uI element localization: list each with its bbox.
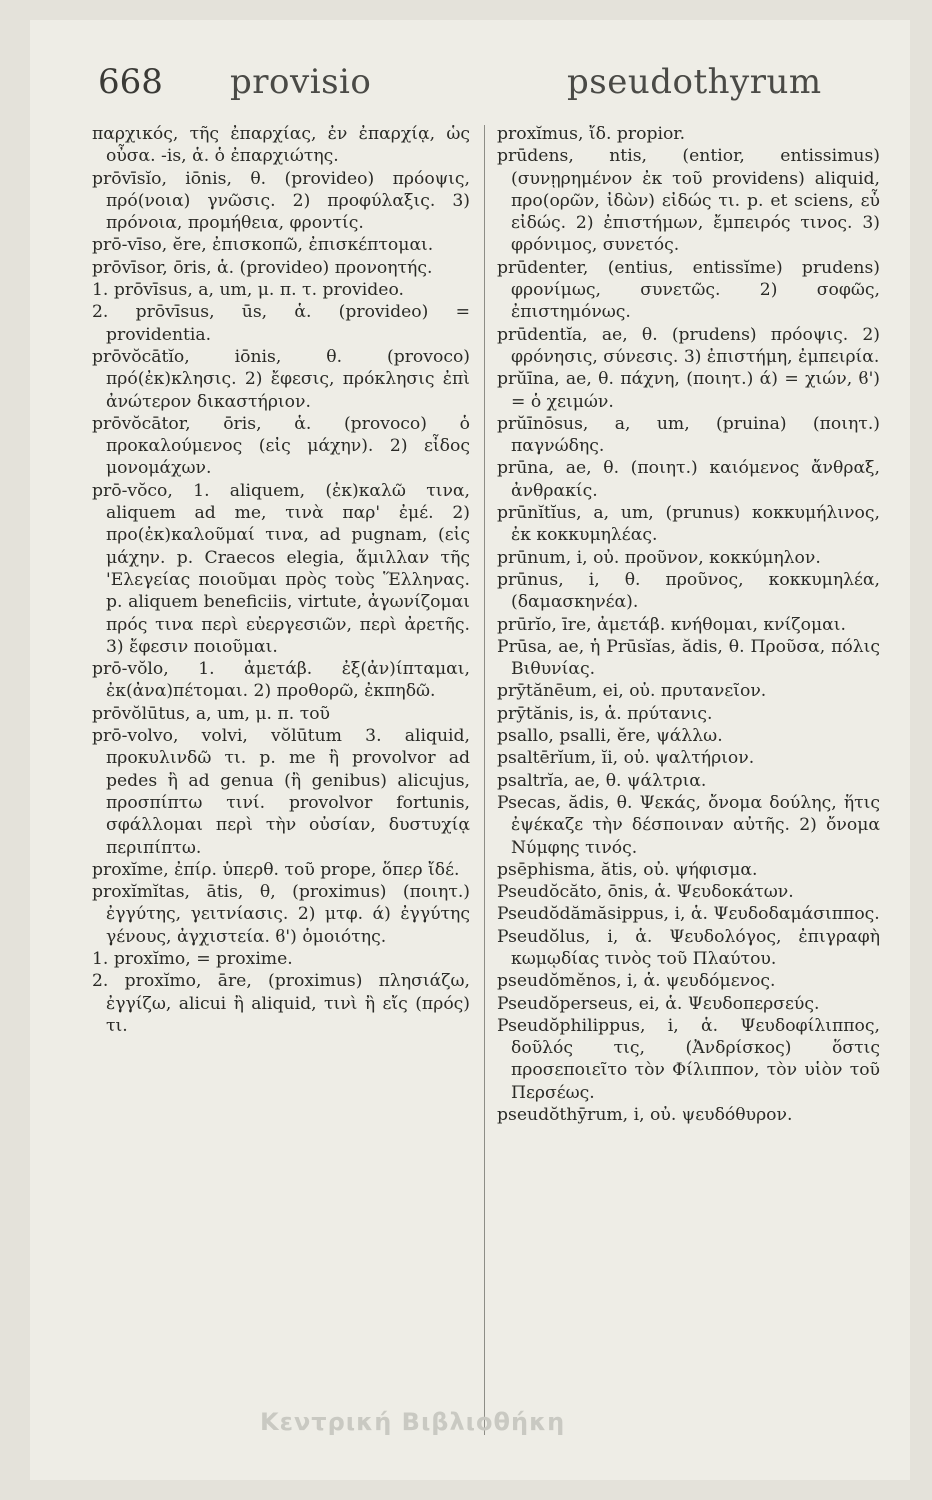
dictionary-entry: Psecas, ădis, θ. Ψεκάς, ὄνομα δούλης, ἥτις ἐψέκαζε τὴν δέσποιναν αὐτῆς. 2) ὄνομα Νύμφης τινός. xyxy=(497,792,880,858)
library-watermark: Κεντρική Βιβλιοθήκη xyxy=(260,1408,566,1436)
dictionary-entry: prūdens, ntis, (entior, entissimus) (συνῃρημένον ἐκ τοῦ providens) aliquid, προ(ορῶν, ἰδὼν) εἰδώς τι. p. et sciens, εὖ εἰδώς. 2) ἐπιστήμων, ἔμπειρός τινος. 3) φρόνιμος, συνετός. xyxy=(497,146,880,256)
dictionary-entry: Pseudŏcăto, ōnis, ἁ. Ψευδοκάτων. xyxy=(497,882,794,903)
dictionary-entry: Pseudŏlus, i, ἁ. Ψευδολόγος, ἐπιγραφὴ κωμῳδίας τινὸς τοῦ Πλαύτου. xyxy=(497,926,880,969)
dictionary-entry: prȳtănēum, ei, οὐ. πρυτανεῖον. xyxy=(497,681,767,702)
dictionary-entry: 1. prōvīsus, a, um, μ. π. τ. provideo. xyxy=(92,280,404,301)
dictionary-entry: prō-vīso, ĕre, ἐπισκοπῶ, ἐπισκέπτομαι. xyxy=(92,235,434,256)
dictionary-entry: proxĭme, ἐπίρ. ὑπερθ. τοῦ prope, ὅπερ ἴδέ. xyxy=(92,859,460,880)
dictionary-entry: prūnum, i, οὐ. προῦνον, κοκκύμηλον. xyxy=(497,547,821,568)
dictionary-entry: prōvīsĭo, iōnis, θ. (provideo) πρόοψις, πρό(νοια) γνῶσις. 2) προφύλαξις. 3) πρόνοια, προμήθεια, φροντίς. xyxy=(92,168,470,234)
dictionary-entry: prōvŏlūtus, a, um, μ. π. τοῦ xyxy=(92,703,331,724)
dictionary-entry: 2. proxĭmo, āre, (proximus) πλησιάζω, ἐγγίζω, alicui ἢ aliquid, τινὶ ἢ εἴς (πρός) τι. xyxy=(92,971,470,1036)
right-column xyxy=(497,123,880,1126)
dictionary-entry: psallo, psalli, ĕre, ψάλλω. xyxy=(497,726,723,747)
dictionary-entry: prūnus, i, θ. προῦνος, κοκκυμηλέα, (δαμασκηνέα). xyxy=(497,569,880,613)
dictionary-entry: pseudŏmĕnos, i, ἁ. ψευδόμενος. xyxy=(497,971,776,992)
dictionary-entry: prō-vŏlo, 1. ἀμετάβ. ἐξ(ἀν)ίπταμαι, ἐκ(ἀνα)πέτομαι. 2) προθορῶ, ἐκπηδῶ. xyxy=(92,659,470,702)
dictionary-entry: psēphisma, ătis, οὐ. ψήφισμα. xyxy=(497,859,758,880)
dictionary-entry: prŭīnōsus, a, um, (pruina) (ποιητ.) παγνώδης. xyxy=(497,413,880,457)
dictionary-entry: Pseudŏperseus, ei, ἁ. Ψευδοπερσεύς. xyxy=(497,993,820,1014)
dictionary-entry: prō-vŏco, 1. aliquem, (ἐκ)καλῶ τινα, aliquem ad me, τινὰ παρ' ἐμέ. 2) προ(ἐκ)καλοῦμαί τινα, ad pugnam, (εἰς μάχην. p. Craecos elegia, ἅμιλλαν τῆς 'Ελεγείας ποιοῦμαι πρὸς τοὺς Ἕλληνας. p. aliquem beneficiis, virtute, ἀγωνίζομαι πρός τινα περὶ εὐεργεσιῶν, περὶ ἀρετῆς. 3) ἔφεσιν ποιοῦμαι. xyxy=(92,480,470,657)
dictionary-entry: prōvīsor, ōris, ἁ. (provideo) προνοητής. xyxy=(92,257,433,278)
dictionary-entry: Pseudŏdămăsippus, i, ἁ. Ψευδοδαμάσιππος. xyxy=(497,904,880,925)
right-guide-word: pseudothyrum xyxy=(567,62,822,102)
dictionary-entry: prūnĭtĭus, a, um, (prunus) κοκκυμήλινος, ἐκ κοκκυμηλέας. xyxy=(497,503,880,546)
left-column xyxy=(92,123,470,1037)
dictionary-entry: prūna, ae, θ. (ποιητ.) καιόμενος ἄνθραξ, ἀνθρακίς. xyxy=(497,458,880,501)
dictionary-entry: παρχικός, τῆς ἐπαρχίας, ἐν ἐπαρχίᾳ, ὡς οὖσα. -is, ἁ. ὁ ἐπαρχιώτης. xyxy=(92,124,470,167)
dictionary-entry: psaltērĭum, ĭi, οὐ. ψαλτήριον. xyxy=(497,748,755,769)
dictionary-entry: prōvŏcātor, ōris, ἁ. (provoco) ὁ προκαλούμενος (εἰς μάχην). 2) εἶδος μονομάχων. xyxy=(92,413,470,479)
dictionary-entry: prō-volvo, volvi, vŏlūtum 3. aliquid, προκυλινδῶ τι. p. me ἢ provolvor ad pedes ἢ ad genua (ἢ genibus) alicujus, προσπίπτω τινί. provolvor fortunis, σφάλλομαι περὶ τὴν οὐσίαν, δυστυχίᾳ περιπίπτω. xyxy=(92,726,470,858)
dictionary-entry: prōvŏcātĭo, iōnis, θ. (provoco) πρό(ἐκ)κλησις. 2) ἔφεσις, πρόκλησις ἐπὶ ἀνώτερον δικαστήριον. xyxy=(92,346,470,412)
dictionary-entry: prȳtănis, is, ἁ. πρύτανις. xyxy=(497,703,713,724)
dictionary-entry: psaltrĭa, ae, θ. ψάλτρια. xyxy=(497,770,707,791)
left-guide-word: provisio xyxy=(230,62,372,102)
dictionary-entry: 1. proxĭmo, = proxime. xyxy=(92,948,293,969)
dictionary-entry: proxĭmus, ἴδ. propior. xyxy=(497,124,686,144)
dictionary-entry: prūdentĭa, ae, θ. (prudens) πρόοψις. 2) φρόνησις, σύνεσις. 3) ἐπιστήμη, ἐμπειρία. xyxy=(497,324,880,367)
column-divider xyxy=(484,125,485,1435)
page-number: 668 xyxy=(98,62,163,102)
dictionary-entry: Prūsa, ae, ἡ Prūsĭas, ădis, θ. Προῦσα, πόλις Βιθυνίας. xyxy=(497,636,880,680)
dictionary-entry: prŭīna, ae, θ. πάχνη, (ποιητ.) ά) = χιών, ϐ') = ὁ χειμών. xyxy=(497,369,880,412)
page-header xyxy=(0,62,932,108)
dictionary-entry: Pseudŏphilippus, i, ἁ. Ψευδοφίλιππος, δοῦλός τις, (Ἀνδρίσκος) ὅστις προσεποιεῖτο τὸν Φίλιππον, τὸν υἱὸν τοῦ Περσέως. xyxy=(497,1015,880,1103)
dictionary-entry: proxĭmĭtas, ātis, θ, (proximus) (ποιητ.) ἐγγύτης, γειτνίασις. 2) μτφ. ά) ἐγγύτης γένους, ἀγχιστεία. ϐ') ὁμοιότης. xyxy=(92,882,470,947)
dictionary-entry: pseudŏthȳrum, i, οὐ. ψευδόθυρον. xyxy=(497,1105,793,1126)
dictionary-entry: prūrĭo, īre, ἀμετάβ. κνήθομαι, κνίζομαι. xyxy=(497,614,846,635)
dictionary-entry: 2. prōvīsus, ūs, ἁ. (provideo) = providentia. xyxy=(92,302,470,345)
dictionary-entry: prūdenter, (entius, entissĭme) prudens) φρονίμως, συνετῶς. 2) σοφῶς, ἐπιστημόνως. xyxy=(497,257,880,323)
